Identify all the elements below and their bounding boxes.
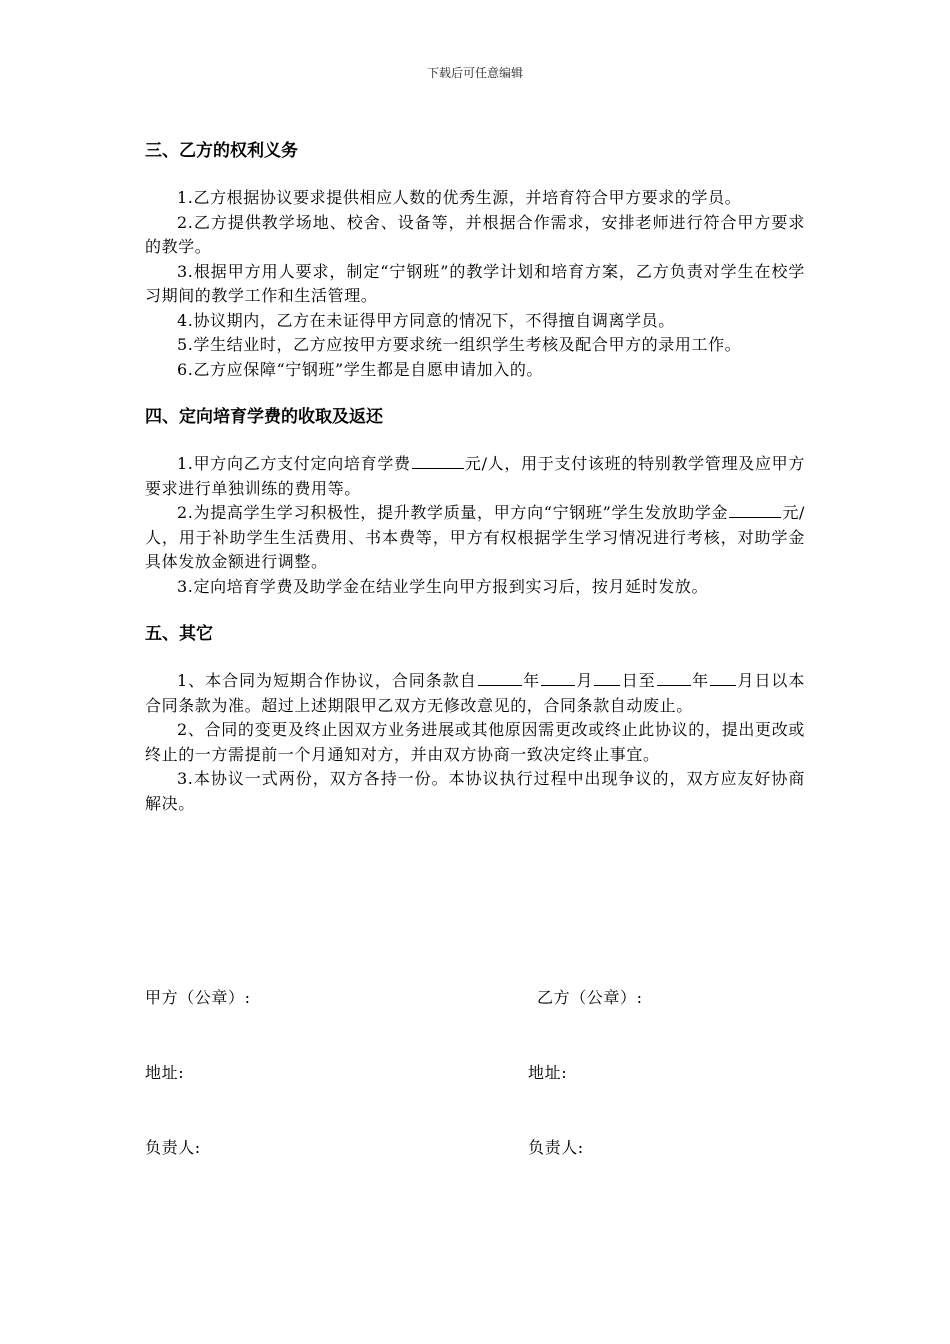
text-span: 年 bbox=[691, 671, 710, 690]
paragraph: 4.协议期内，乙方在未证得甲方同意的情况下，不得擅自调离学员。 bbox=[177, 310, 675, 330]
text-span: 年 bbox=[522, 671, 541, 690]
blank-line bbox=[594, 669, 620, 686]
blank-line bbox=[541, 669, 575, 686]
text-span: 日至 bbox=[621, 671, 656, 690]
party-a-address-label: 地址: bbox=[145, 1063, 185, 1082]
party-b-person-label: 负责人: bbox=[528, 1138, 584, 1157]
paragraph: 6.乙方应保障“宁钢班”学生都是自愿申请加入的。 bbox=[177, 359, 544, 379]
paragraph: 3.根据甲方用人要求，制定“宁钢班”的教学计划和培育方案，乙方负责对学生在校学习期间的教学工作和生活管理。 bbox=[145, 261, 805, 305]
party-b-address-label: 地址: bbox=[528, 1063, 568, 1082]
text-span: 1.甲方向乙方支付定向培育学费 bbox=[177, 454, 411, 473]
page-header-note: 下载后可任意编辑 bbox=[426, 66, 523, 80]
paragraph: 2、合同的变更及终止因双方业务进展或其他原因需更改或终止此协议的，提出更改或终止的一方需提前一个月通知对方，并由双方协商一致决定终止事宜。 bbox=[145, 720, 805, 764]
paragraph bbox=[145, 669, 805, 718]
party-a-seal-label: 甲方（公章）: bbox=[145, 988, 251, 1007]
party-b-seal-label: 乙方（公章）: bbox=[537, 988, 643, 1007]
section-other-paragraphs bbox=[145, 669, 805, 816]
section-rights-paragraphs bbox=[145, 186, 805, 382]
text-span: 元/人，用于支付该班的特别教学管理及应甲方要求进行单独训练的费用等。 bbox=[145, 454, 805, 498]
party-a-person-label: 负责人: bbox=[145, 1138, 201, 1157]
text-span: 2.为提高学生学习积极性，提升教学质量，甲方向“宁钢班”学生发放助学金 bbox=[177, 503, 729, 522]
text-span: 1、本合同为短期合作协议，合同条款自 bbox=[177, 671, 477, 690]
blank-line bbox=[657, 669, 691, 686]
document-body bbox=[145, 138, 805, 816]
section-heading-fees: 四、定向培育学费的收取及返还 bbox=[145, 407, 383, 427]
paragraph: 3.本协议一式两份，双方各持一份。本协议执行过程中出现争议的，双方应友好协商解决。 bbox=[145, 769, 805, 813]
paragraph: 3.定向培育学费及助学金在结业学生向甲方报到实习后，按月延时发放。 bbox=[177, 576, 709, 596]
text-span: 月 bbox=[576, 671, 594, 690]
blank-line bbox=[412, 452, 464, 469]
paragraph: 1.乙方根据协议要求提供相应人数的优秀生源，并培育符合甲方要求的学员。 bbox=[177, 188, 742, 207]
paragraph: 5.学生结业时，乙方应按甲方要求统一组织学生考核及配合甲方的录用工作。 bbox=[177, 335, 742, 354]
blank-line bbox=[729, 501, 781, 518]
paragraph bbox=[145, 501, 805, 575]
paragraph: 2.乙方提供教学场地、校舍、设备等，并根据合作需求，安排老师进行符合甲方要求的教学。 bbox=[145, 212, 805, 256]
text-span: 月日以本合同条款为准。超过上述期限甲乙双方无修改意见的，合同条款自动废止。 bbox=[145, 671, 806, 715]
blank-line bbox=[478, 669, 522, 686]
section-fees-paragraphs bbox=[145, 452, 805, 599]
blank-line bbox=[710, 669, 736, 686]
paragraph bbox=[145, 452, 805, 501]
section-heading-other: 五、其它 bbox=[145, 624, 213, 644]
section-heading-rights: 三、乙方的权利义务 bbox=[145, 141, 298, 161]
text-span: 元/人，用于补助学生生活费用、书本费等，甲方有权根据学生学习情况进行考核，对助学金具体发放金额进行调整。 bbox=[145, 503, 805, 571]
